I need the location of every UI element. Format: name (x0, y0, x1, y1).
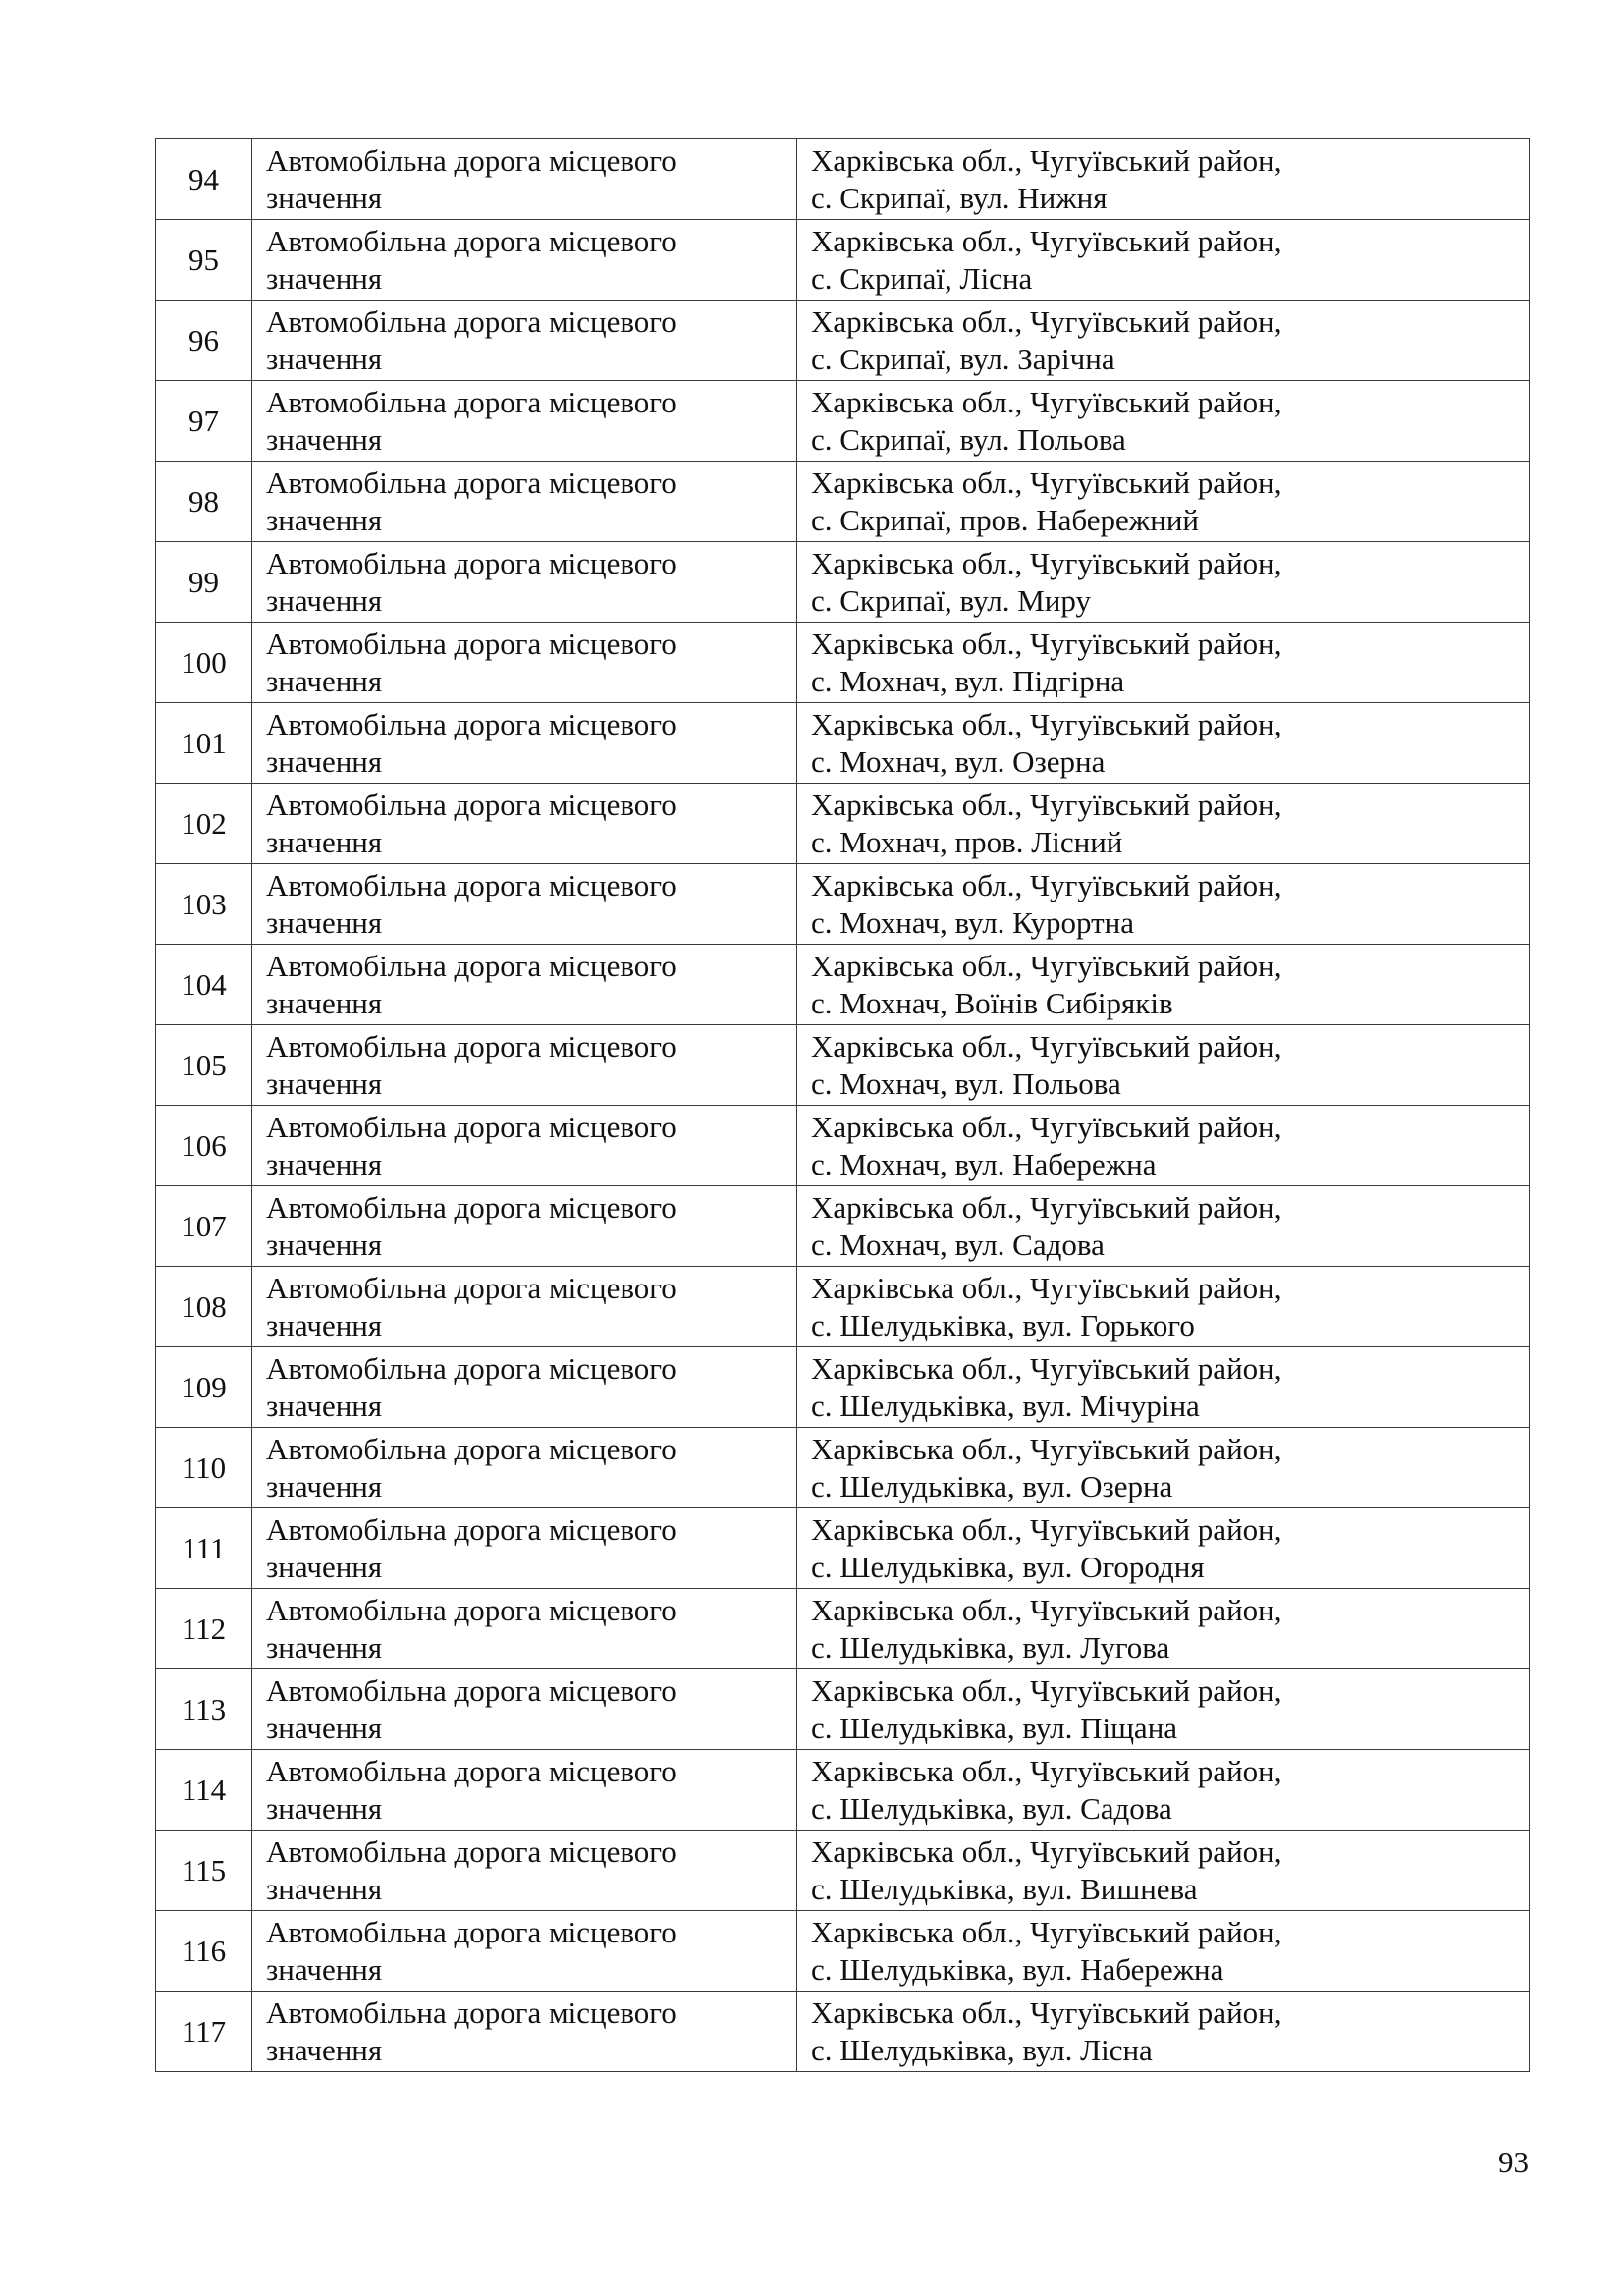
road-name-line: Автомобільна дорога місцевого (266, 1109, 677, 1144)
road-name-cell (252, 381, 797, 462)
road-address-line: Харківська обл., Чугуївський район, (811, 1995, 1282, 2030)
road-address-line: Харківська обл., Чугуївський район, (811, 223, 1282, 258)
row-number-cell: 97 (156, 381, 252, 462)
road-address-line: с. Шелудьківка, вул. Лісна (811, 2032, 1153, 2067)
road-address-line: с. Мохнач, вул. Підгірна (811, 663, 1125, 698)
page-number: 93 (1498, 2145, 1529, 2179)
road-address-cell (797, 1106, 1530, 1186)
road-name-cell (252, 864, 797, 945)
road-address-cell (797, 220, 1530, 301)
road-address-cell (797, 1186, 1530, 1267)
road-name-line: Автомобільна дорога місцевого (266, 1833, 677, 1869)
road-address-line: Харківська обл., Чугуївський район, (811, 1672, 1282, 1708)
road-address-cell (797, 784, 1530, 864)
road-address-line: с. Скрипаї, вул. Польова (811, 421, 1126, 457)
road-name-line: значення (266, 1388, 383, 1423)
road-address-line: Харківська обл., Чугуївський район, (811, 1592, 1282, 1627)
road-name-line: Автомобільна дорога місцевого (266, 706, 677, 741)
road-address-line: с. Шелудьківка, вул. Озерна (811, 1468, 1173, 1503)
table-row (156, 1267, 1530, 1347)
row-number-cell: 115 (156, 1831, 252, 1911)
road-name-line: значення (266, 421, 383, 457)
road-name-line: Автомобільна дорога місцевого (266, 1431, 677, 1466)
road-name-line: Автомобільна дорога місцевого (266, 142, 677, 178)
row-number-cell: 96 (156, 301, 252, 381)
table-row (156, 1589, 1530, 1669)
road-address-line: Харківська обл., Чугуївський район, (811, 1431, 1282, 1466)
table-row (156, 220, 1530, 301)
road-name-line: значення (266, 985, 383, 1020)
road-address-line: Харківська обл., Чугуївський район, (811, 303, 1282, 339)
row-number-cell: 109 (156, 1347, 252, 1428)
road-address-cell (797, 1589, 1530, 1669)
road-name-cell (252, 1589, 797, 1669)
road-address-cell (797, 945, 1530, 1025)
road-name-line: значення (266, 1629, 383, 1665)
road-address-line: Харківська обл., Чугуївський район, (811, 1189, 1282, 1225)
row-number-cell: 103 (156, 864, 252, 945)
road-address-line: Харківська обл., Чугуївський район, (811, 1833, 1282, 1869)
table-row (156, 784, 1530, 864)
road-address-line: Харківська обл., Чугуївський район, (811, 384, 1282, 419)
road-address-line: с. Мохнач, вул. Озерна (811, 743, 1106, 779)
road-address-cell (797, 1508, 1530, 1589)
road-name-line: Автомобільна дорога місцевого (266, 787, 677, 822)
table-row (156, 1186, 1530, 1267)
road-name-line: значення (266, 1227, 383, 1262)
road-name-line: значення (266, 1307, 383, 1342)
road-name-line: значення (266, 1710, 383, 1745)
table-row (156, 1428, 1530, 1508)
road-address-cell (797, 1669, 1530, 1750)
road-name-line: значення (266, 1951, 383, 1987)
road-name-line: Автомобільна дорога місцевого (266, 948, 677, 983)
road-name-line: значення (266, 1871, 383, 1906)
road-address-line: Харківська обл., Чугуївський район, (811, 142, 1282, 178)
road-name-line: значення (266, 1146, 383, 1181)
road-address-line: с. Скрипаї, вул. Зарічна (811, 341, 1115, 376)
table-row (156, 139, 1530, 220)
road-name-line: Автомобільна дорога місцевого (266, 1914, 677, 1949)
row-number-cell: 107 (156, 1186, 252, 1267)
road-name-line: Автомобільна дорога місцевого (266, 1672, 677, 1708)
road-name-line: значення (266, 904, 383, 940)
road-address-line: Харківська обл., Чугуївський район, (811, 545, 1282, 580)
road-address-cell (797, 139, 1530, 220)
road-name-cell (252, 139, 797, 220)
table-row (156, 864, 1530, 945)
road-name-cell (252, 703, 797, 784)
road-name-cell (252, 1186, 797, 1267)
road-name-line: значення (266, 1468, 383, 1503)
road-name-cell (252, 1831, 797, 1911)
road-address-cell (797, 703, 1530, 784)
road-address-cell (797, 1831, 1530, 1911)
road-address-cell (797, 462, 1530, 542)
road-name-line: Автомобільна дорога місцевого (266, 545, 677, 580)
road-address-cell (797, 542, 1530, 623)
road-address-line: с. Шелудьківка, вул. Садова (811, 1790, 1172, 1826)
road-address-line: Харківська обл., Чугуївський район, (811, 1028, 1282, 1064)
road-name-line: Автомобільна дорога місцевого (266, 1511, 677, 1547)
table-row (156, 1347, 1530, 1428)
road-name-cell (252, 1267, 797, 1347)
road-name-line: значення (266, 341, 383, 376)
row-number-cell: 104 (156, 945, 252, 1025)
road-name-line: Автомобільна дорога місцевого (266, 1189, 677, 1225)
road-address-line: с. Мохнач, вул. Польова (811, 1066, 1121, 1101)
table-row (156, 301, 1530, 381)
road-address-line: с. Шелудьківка, вул. Огородня (811, 1549, 1205, 1584)
road-address-line: с. Мохнач, вул. Набережна (811, 1146, 1157, 1181)
road-address-line: с. Мохнач, вул. Курортна (811, 904, 1134, 940)
road-address-cell (797, 1025, 1530, 1106)
row-number-cell: 106 (156, 1106, 252, 1186)
row-number-cell: 108 (156, 1267, 252, 1347)
table-row (156, 1106, 1530, 1186)
roads-table (155, 138, 1530, 2072)
row-number-cell: 116 (156, 1911, 252, 1992)
row-number-cell: 99 (156, 542, 252, 623)
road-address-line: с. Шелудьківка, вул. Лугова (811, 1629, 1170, 1665)
road-address-line: с. Мохнач, вул. Садова (811, 1227, 1105, 1262)
road-name-cell (252, 462, 797, 542)
table-row (156, 1992, 1530, 2072)
road-address-cell (797, 1267, 1530, 1347)
road-address-line: с. Мохнач, пров. Лісний (811, 824, 1123, 859)
road-name-line: Автомобільна дорога місцевого (266, 303, 677, 339)
road-address-cell (797, 381, 1530, 462)
roads-table-body (156, 139, 1530, 2072)
row-number-cell: 111 (156, 1508, 252, 1589)
road-name-cell (252, 1428, 797, 1508)
table-row (156, 1911, 1530, 1992)
road-name-cell (252, 542, 797, 623)
row-number-cell: 105 (156, 1025, 252, 1106)
row-number-cell: 113 (156, 1669, 252, 1750)
road-address-line: с. Шелудьківка, вул. Горького (811, 1307, 1195, 1342)
road-address-line: с. Шелудьківка, вул. Вишнева (811, 1871, 1198, 1906)
table-row (156, 1025, 1530, 1106)
road-address-line: с. Скрипаї, вул. Нижня (811, 180, 1108, 215)
road-name-cell (252, 220, 797, 301)
road-name-line: Автомобільна дорога місцевого (266, 223, 677, 258)
road-address-cell (797, 864, 1530, 945)
road-address-cell (797, 1347, 1530, 1428)
row-number-cell: 98 (156, 462, 252, 542)
road-name-line: Автомобільна дорога місцевого (266, 626, 677, 661)
row-number-cell: 100 (156, 623, 252, 703)
road-name-line: значення (266, 1066, 383, 1101)
road-address-line: Харківська обл., Чугуївський район, (811, 1753, 1282, 1788)
road-name-line: значення (266, 663, 383, 698)
road-name-line: значення (266, 2032, 383, 2067)
row-number-cell: 102 (156, 784, 252, 864)
road-name-cell (252, 1911, 797, 1992)
table-row (156, 462, 1530, 542)
road-name-cell (252, 945, 797, 1025)
road-name-line: Автомобільна дорога місцевого (266, 1350, 677, 1386)
road-name-cell (252, 301, 797, 381)
road-name-line: значення (266, 260, 383, 296)
road-name-line: Автомобільна дорога місцевого (266, 1592, 677, 1627)
road-name-line: значення (266, 1790, 383, 1826)
road-address-cell (797, 1750, 1530, 1831)
road-name-cell (252, 1025, 797, 1106)
road-name-line: значення (266, 180, 383, 215)
table-row (156, 381, 1530, 462)
table-row (156, 1831, 1530, 1911)
road-name-line: Автомобільна дорога місцевого (266, 1753, 677, 1788)
road-name-cell (252, 1508, 797, 1589)
road-address-line: с. Шелудьківка, вул. Мічуріна (811, 1388, 1200, 1423)
road-address-line: Харківська обл., Чугуївський район, (811, 1270, 1282, 1305)
road-name-line: Автомобільна дорога місцевого (266, 1995, 677, 2030)
row-number-cell: 110 (156, 1428, 252, 1508)
road-address-line: Харківська обл., Чугуївський район, (811, 706, 1282, 741)
road-name-line: Автомобільна дорога місцевого (266, 1028, 677, 1064)
row-number-cell: 101 (156, 703, 252, 784)
table-row (156, 623, 1530, 703)
row-number-cell: 95 (156, 220, 252, 301)
road-name-cell (252, 1992, 797, 2072)
table-row (156, 1508, 1530, 1589)
road-name-cell (252, 1347, 797, 1428)
road-address-line: с. Шелудьківка, вул. Піщана (811, 1710, 1178, 1745)
table-row (156, 1669, 1530, 1750)
road-address-line: Харківська обл., Чугуївський район, (811, 867, 1282, 902)
row-number-cell: 112 (156, 1589, 252, 1669)
table-row (156, 1750, 1530, 1831)
road-address-line: с. Скрипаї, Лісна (811, 260, 1033, 296)
road-name-line: Автомобільна дорога місцевого (266, 384, 677, 419)
table-row (156, 945, 1530, 1025)
road-name-cell (252, 1106, 797, 1186)
row-number-cell: 114 (156, 1750, 252, 1831)
road-address-cell (797, 301, 1530, 381)
road-name-line: значення (266, 1549, 383, 1584)
road-name-line: Автомобільна дорога місцевого (266, 1270, 677, 1305)
road-name-cell (252, 623, 797, 703)
road-name-line: Автомобільна дорога місцевого (266, 867, 677, 902)
road-address-line: с. Скрипаї, пров. Набережний (811, 502, 1199, 537)
row-number-cell: 94 (156, 139, 252, 220)
road-address-line: с. Скрипаї, вул. Миру (811, 582, 1091, 618)
road-name-cell (252, 1750, 797, 1831)
road-address-line: Харківська обл., Чугуївський район, (811, 626, 1282, 661)
road-name-line: значення (266, 502, 383, 537)
road-name-line: значення (266, 824, 383, 859)
road-address-cell (797, 623, 1530, 703)
road-address-line: Харківська обл., Чугуївський район, (811, 1511, 1282, 1547)
road-address-line: Харківська обл., Чугуївський район, (811, 787, 1282, 822)
road-address-line: с. Шелудьківка, вул. Набережна (811, 1951, 1224, 1987)
road-name-line: значення (266, 582, 383, 618)
road-name-line: значення (266, 743, 383, 779)
road-address-cell (797, 1428, 1530, 1508)
road-address-cell (797, 1992, 1530, 2072)
road-address-line: с. Мохнач, Воїнів Сибіряків (811, 985, 1173, 1020)
table-row (156, 703, 1530, 784)
road-address-line: Харківська обл., Чугуївський район, (811, 465, 1282, 500)
road-name-line: Автомобільна дорога місцевого (266, 465, 677, 500)
road-address-line: Харківська обл., Чугуївський район, (811, 1350, 1282, 1386)
road-address-line: Харківська обл., Чугуївський район, (811, 948, 1282, 983)
road-name-cell (252, 784, 797, 864)
table-row (156, 542, 1530, 623)
road-address-line: Харківська обл., Чугуївський район, (811, 1109, 1282, 1144)
row-number-cell: 117 (156, 1992, 252, 2072)
road-address-cell (797, 1911, 1530, 1992)
road-name-cell (252, 1669, 797, 1750)
road-address-line: Харківська обл., Чугуївський район, (811, 1914, 1282, 1949)
